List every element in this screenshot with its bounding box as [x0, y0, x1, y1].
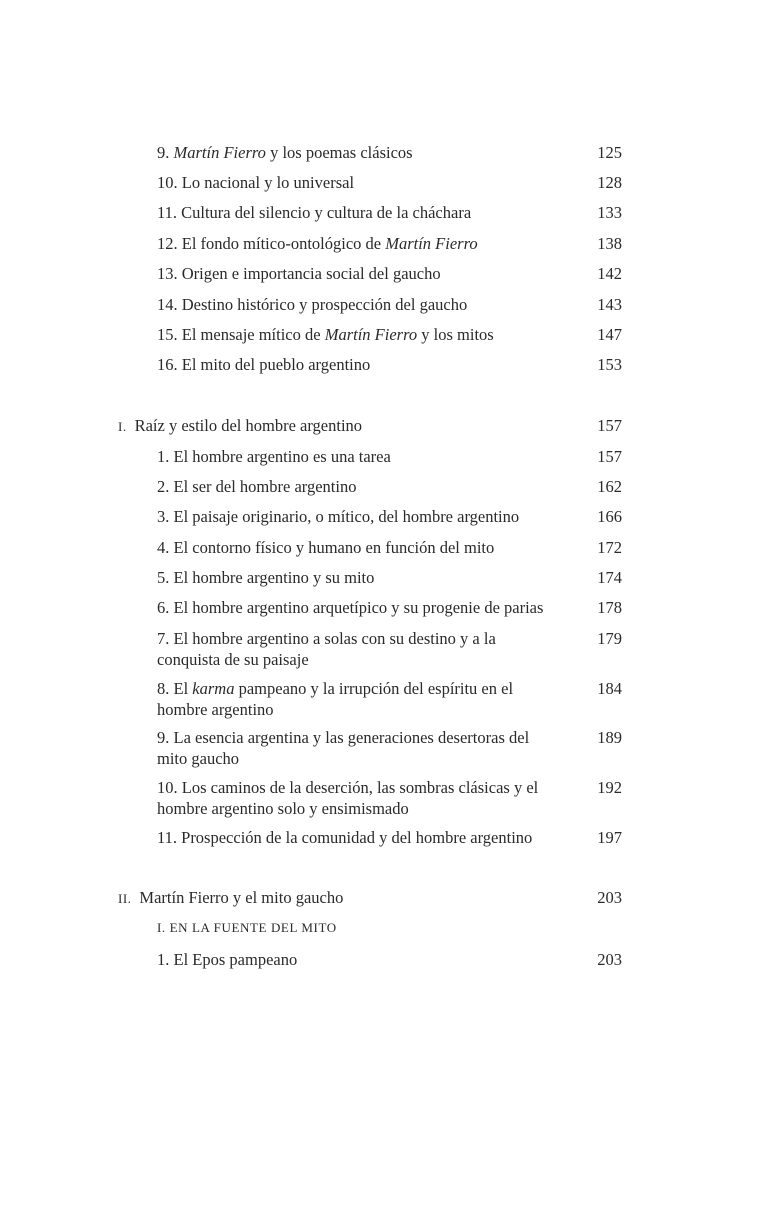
page-number: 203 — [597, 888, 622, 907]
page-number: 133 — [597, 203, 622, 222]
entry-title: 12. El fondo mítico-ontológico de Martín Fierro — [157, 234, 478, 253]
part-numeral: II. — [118, 891, 132, 906]
entry-title: 11. Cultura del silencio y cultura de la cháchara — [157, 203, 472, 222]
page-number: 162 — [597, 477, 622, 496]
page-number: 184 — [597, 679, 622, 698]
entry-title: 11. Prospección de la comunidad y del hombre argentino — [157, 828, 533, 847]
page-number: 128 — [597, 173, 622, 192]
entry-title: 7. El hombre argentino a solas con su destino y a la conquista de su paisaje — [157, 629, 496, 669]
page-number: 174 — [597, 568, 622, 587]
entry-title: 14. Destino histórico y prospección del gaucho — [157, 295, 468, 314]
entry-title: 16. El mito del pueblo argentino — [157, 355, 371, 374]
page-number: 178 — [597, 598, 622, 617]
page-number: 179 — [597, 629, 622, 648]
page-number: 157 — [597, 447, 622, 466]
page-number: 197 — [597, 828, 622, 847]
entry-title: 1. El Epos pampeano — [157, 950, 298, 969]
entry-title: 5. El hombre argentino y su mito — [157, 568, 375, 587]
page-number: 143 — [597, 295, 622, 314]
entry-title: 8. El karma pampeano y la irrupción del espíritu en el hombre argentino — [157, 679, 514, 719]
page-number: 153 — [597, 355, 622, 374]
entry-title: 2. El ser del hombre argentino — [157, 477, 357, 496]
entry-title: 6. El hombre argentino arquetípico y su progenie de parias — [157, 598, 544, 617]
entry-title: 4. El contorno físico y humano en función del mito — [157, 538, 495, 557]
entry-title: 13. Origen e importancia social del gaucho — [157, 264, 441, 283]
entry-title: 9. Martín Fierro y los poemas clásicos — [157, 143, 413, 162]
page-number: 203 — [597, 950, 622, 969]
page-number: 189 — [597, 728, 622, 747]
entry-title: 10. Los caminos de la deserción, las sombras clásicas y el hombre argentino solo y ensimismado — [157, 778, 539, 818]
entry-title: 1. El hombre argentino es una tarea — [157, 447, 391, 466]
page-number: 192 — [597, 778, 622, 797]
entry-title: 10. Lo nacional y lo universal — [157, 173, 355, 192]
page-number: 157 — [597, 416, 622, 435]
page-number: 138 — [597, 234, 622, 253]
part-title: Raíz y estilo del hombre argentino — [134, 416, 363, 435]
page-number: 125 — [597, 143, 622, 162]
page-number: 166 — [597, 507, 622, 526]
page-number: 172 — [597, 538, 622, 557]
entry-title: 15. El mensaje mítico de Martín Fierro y los mitos — [157, 325, 494, 344]
entry-title: 3. El paisaje originario, o mítico, del hombre argentino — [157, 507, 520, 526]
part-numeral: I. — [118, 419, 127, 434]
page-number: 147 — [597, 325, 622, 344]
part-title: Martín Fierro y el mito gaucho — [139, 888, 344, 907]
entry-title: 9. La esencia argentina y las generaciones desertoras del mito gaucho — [157, 728, 530, 768]
subsection-heading: I. EN LA FUENTE DEL MITO — [157, 920, 337, 935]
page-number: 142 — [597, 264, 622, 283]
